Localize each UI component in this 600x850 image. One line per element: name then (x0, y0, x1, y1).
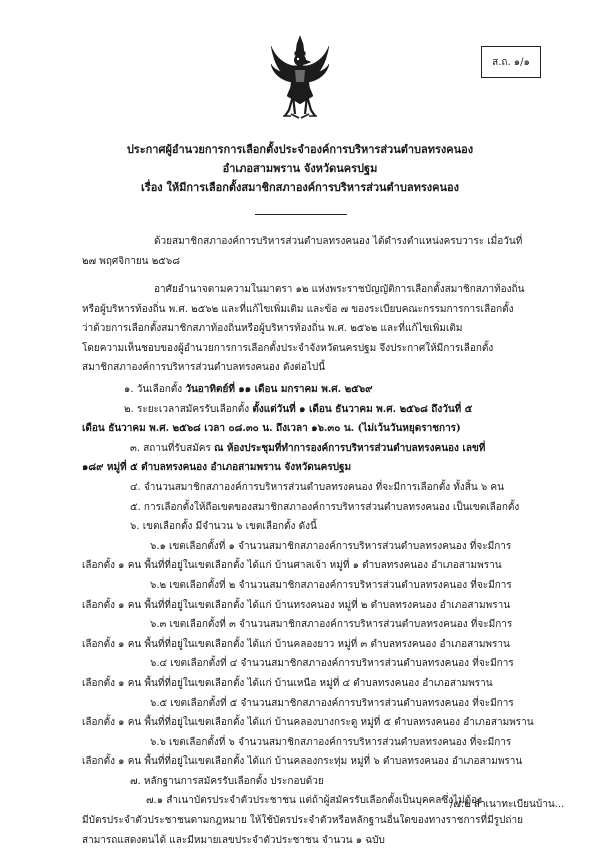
zone-1-line-1: ๖.๑ เขตเลือกตั้งที่ ๑ จำนวนสมาชิกสภาองค์การบริหารส่วนตำบลทรงคนอง ที่จะมีการ (150, 540, 512, 552)
form-code: ส.ถ. ๑/๑ (492, 56, 530, 68)
zone-6-line-1: ๖.๖ เขตเลือกตั้งที่ ๖ จำนวนสมาชิกสภาองค์การบริหารส่วนตำบลทรงคนอง ที่จะมีการ (150, 736, 512, 748)
zone-4-line-1: ๖.๔ เขตเลือกตั้งที่ ๔ จำนวนสมาชิกสภาองค์การบริหารส่วนตำบลทรงคนอง ที่จะมีการ (150, 658, 514, 670)
authority-paragraph (82, 280, 552, 378)
item-5-constituency-basis: ๕. การเลือกตั้งให้ถือเขตของสมาชิกสภาองค์การบริหารส่วนตำบลทรงคนอง เป็นเขตเลือกตั้ง (130, 501, 520, 513)
form-code-box (481, 46, 541, 78)
district-province-line: อำเภอสามพราน จังหวัดนครปฐม (222, 162, 378, 175)
authority-line-1: อาศัยอำนาจตามความในมาตรา ๑๒ แห่งพระราชบัญญัติการเลือกตั้งสมาชิกสภาท้องถิ่น (154, 284, 525, 295)
zone-1-line-2: เลือกตั้ง ๑ คน พื้นที่ที่อยู่ในเขตเลือกตั้ง ได้แก่ บ้านศาลเจ้า หมู่ที่ ๑ ตำบลทรงคนอง อำเภอสามพราน (82, 560, 502, 572)
item-2-application-period-cont: เดือน ธันวาคม พ.ศ. ๒๕๖๘ เวลา ๐๘.๓๐ น. ถึงเวลา ๑๖.๓๐ น. (ไม่เว้นวันหยุดราชการ) (82, 423, 461, 435)
authority-line-5: สมาชิกสภาองค์การบริหารส่วนตำบลทรงคนอง ดังต่อไปนี้ (82, 362, 326, 374)
zone-3-line-1: ๖.๓ เขตเลือกตั้งที่ ๓ จำนวนสมาชิกสภาองค์การบริหารส่วนตำบลทรงคนอง ที่จะมีการ (150, 619, 513, 631)
zone-2-line-1: ๖.๒ เขตเลือกตั้งที่ ๒ จำนวนสมาชิกสภาองค์การบริหารส่วนตำบลทรงคนอง ที่จะมีการ (150, 579, 512, 591)
authority-line-3: ว่าด้วยการเลือกตั้งสมาชิกสภาท้องถิ่นหรือผู้บริหารท้องถิ่น พ.ศ. ๒๕๖๒ และที่แก้ไขเพิ่มเติม (82, 323, 463, 335)
item-3-application-place-cont: ๑๘๙ หมู่ที่ ๕ ตำบลทรงคนอง อำเภอสามพราน จังหวัดนครปฐม (82, 462, 352, 474)
item-2-application-period: ๒. ระยะเวลาสมัครรับเลือกตั้ง ตั้งแต่วันที่ ๑ เดือน ธันวาคม พ.ศ. ๒๕๖๘ ถึงวันที่ ๕ (124, 403, 473, 415)
item-7-documents: ๗. หลักฐานการสมัครรับเลือกตั้ง ประกอบด้วย (130, 775, 324, 787)
zone-5-line-2: เลือกตั้ง ๑ คน พื้นที่ที่อยู่ในเขตเลือกตั้ง ได้แก่ บ้านคลองบางกระดู หมู่ที่ ๕ ตำบลทรงคนอง อำเภอสามพราน (82, 717, 534, 729)
subject-line: เรื่อง ให้มีการเลือกตั้งสมาชิกสภาองค์การบริหารส่วนตำบลทรงคนอง (141, 181, 459, 194)
authority-line-4: โดยความเห็นชอบของผู้อำนวยการการเลือกตั้งประจำจังหวัดนครปฐม จึงประกาศให้มีการเลือกตั้ง (82, 342, 494, 354)
continuation-note: /๗.๒ สำเนาทะเบียนบ้าน... (450, 799, 565, 810)
item-7-1-line-2: มีบัตรประจำตัวประชาชนตามกฎหมาย ให้ใช้บัตรประจำตัวหรือหลักฐานอื่นใดของทางราชการที่มีรูปถ่าย (82, 815, 523, 827)
zone-6-line-2: เลือกตั้ง ๑ คน พื้นที่ที่อยู่ในเขตเลือกตั้ง ได้แก่ บ้านคลองกระทุ่ม หมู่ที่ ๖ ตำบลทรงคนอง อำเภอสามพราน (82, 756, 523, 768)
items-list (82, 380, 552, 850)
zone-4-line-2: เลือกตั้ง ๑ คน พื้นที่ที่อยู่ในเขตเลือกตั้ง ได้แก่ บ้านเหนือ หมู่ที่ ๔ ตำบลทรงคนอง อำเภอสามพราน (82, 677, 493, 689)
zone-2-line-2: เลือกตั้ง ๑ คน พื้นที่ที่อยู่ในเขตเลือกตั้ง ได้แก่ บ้านทรงคนอง หมู่ที่ ๒ ตำบลทรงคนอง อำเภอสามพราน (82, 599, 511, 611)
item-3-application-place: ๓. สถานที่รับสมัคร ณ ห้องประชุมที่ทำการองค์การบริหารส่วนตำบลทรงคนอง เลขที่ (130, 442, 486, 454)
intro-paragraph (82, 232, 552, 271)
intro-line-2: ๒๗ พฤศจิกายน ๒๕๖๘ (82, 255, 180, 267)
item-1-election-date: ๑. วันเลือกตั้ง วันอาทิตย์ที่ ๑๑ เดือน มกราคม พ.ศ. ๒๕๖๙ (124, 384, 373, 395)
intro-line-1: ด้วยสมาชิกสภาองค์การบริหารส่วนตำบลทรงคนอง ได้ดำรงตำแหน่งครบวาระ เมื่อวันที่ (154, 236, 523, 247)
garuda-emblem-icon (269, 34, 331, 122)
zone-3-line-2: เลือกตั้ง ๑ คน พื้นที่ที่อยู่ในเขตเลือกตั้ง ได้แก่ บ้านคลองยาว หมู่ที่ ๓ ตำบลทรงคนอง อำเภอสามพราน (82, 638, 510, 650)
item-7-1-line-1: ๗.๑ สำเนาบัตรประจำตัวประชาชน แต่ถ้าผู้สมัครรับเลือกตั้งเป็นบุคคลซึ่งไม่ต้อง (146, 795, 483, 807)
item-7-1-line-3: สามารถแสดงตนได้ และมีหมายเลขประจำตัวประชาชน จำนวน ๑ ฉบับ (82, 834, 385, 846)
announcement-title: ประกาศผู้อำนวยการการเลือกตั้งประจำองค์การบริหารส่วนตำบลทรงคนอง (126, 143, 474, 156)
zone-5-line-1: ๖.๕ เขตเลือกตั้งที่ ๕ จำนวนสมาชิกสภาองค์การบริหารส่วนตำบลทรงคนอง ที่จะมีการ (150, 697, 514, 709)
header-divider (255, 214, 347, 215)
item-6-constituency-count: ๖. เขตเลือกตั้ง มีจำนวน ๖ เขตเลือกตั้ง ดังนี้ (130, 521, 317, 533)
item-4-member-count: ๔. จำนวนสมาชิกสภาองค์การบริหารส่วนตำบลทรงคนอง ที่จะมีการเลือกตั้ง ทั้งสิ้น ๖ คน (130, 481, 504, 493)
authority-line-2: หรือผู้บริหารท้องถิ่น พ.ศ. ๒๕๖๒ และที่แก้ไขเพิ่มเติม และข้อ ๗ ของระเบียบคณะกรรมการการเลือกตั้ง (82, 303, 514, 315)
